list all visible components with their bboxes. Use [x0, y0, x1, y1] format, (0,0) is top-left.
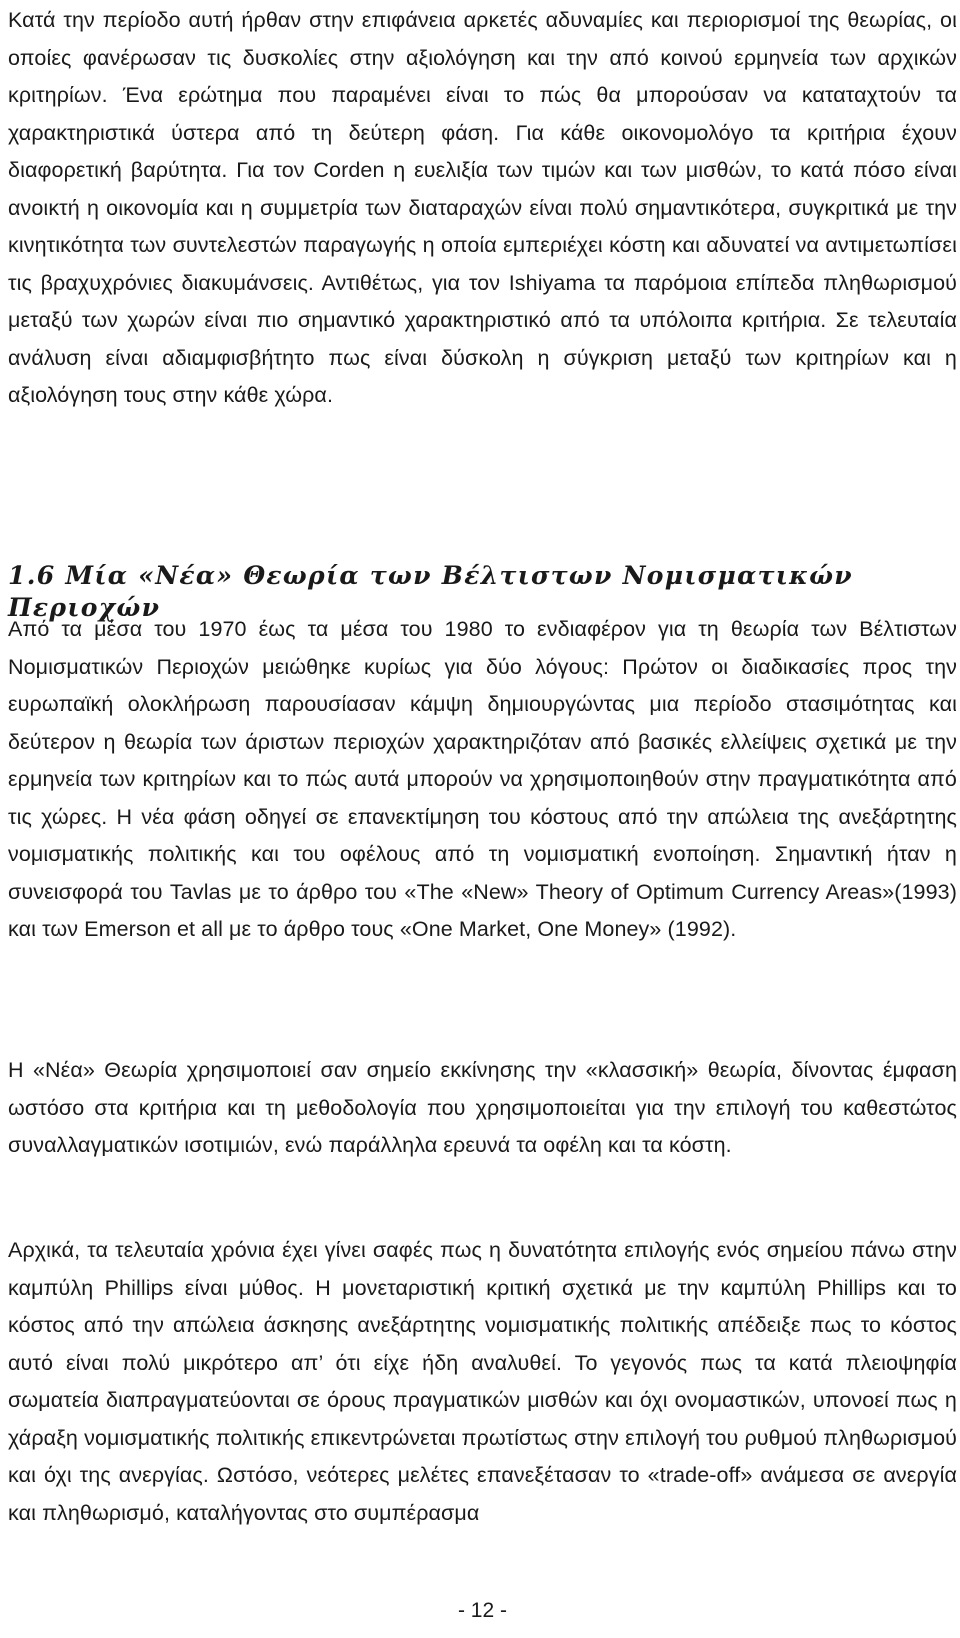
- body-paragraph: Αρχικά, τα τελευταία χρόνια έχει γίνει σαφές πως η δυνατότητα επιλογής ενός σημείου πάνω στην καμπύλη Phillips είναι μύθος. Η μονεταριστική κριτική σχετικά με την καμπύλη Phillips και το κόστος από την απώλεια άσκησης ανεξάρτητης νομισματικής πολιτικής απέδειξε πως το κόστος αυτό είναι πολύ μικρότερο απ’ ότι είχε ήδη αναλυθεί. Το γεγονός πως τα κατά πλειοψηφία σωματεία διαπραγματεύονται σε όρους πραγματικών μισθών και όχι ονομαστικών, υπονοεί πως η χάραξη νομισματικής πολιτικής επικεντρώνεται πρωτίστως στην επιλογή του ρυθμού πληθωρισμού και όχι της ανεργίας. Ωστόσο, νεότερες μελέτες επανεξέτασαν το «trade-off» ανάμεσα σε ανεργία και πληθωρισμό, καταλήγοντας στο συμπέρασμα: [8, 1238, 957, 1525]
- section-heading: 1.6 Μία «Νέα» Θεωρία των Βέλτιστων Νομισματικών Περιοχών: [8, 561, 853, 622]
- body-paragraph: Κατά την περίοδο αυτή ήρθαν στην επιφάνεια αρκετές αδυναμίες και περιορισμοί της θεωρίας, οι οποίες φανέρωσαν τις δυσκολίες στην αξιολόγηση και την από κοινού ερμηνεία των αρχικών κριτηρίων. Ένα ερώτημα που παραμένει είναι το πώς θα μπορούσαν να καταταχτούν τα χαρακτηριστικά ύστερα από τη δεύτερη φάση. Για κάθε οικονομολόγο τα κριτήρια έχουν διαφορετική βαρύτητα. Για τον Corden η ευελιξία των τιμών και των μισθών, το κατά πόσο είναι ανοικτή η οικονομία και η συμμετρία των διαταραχών είναι πολύ σημαντικότερα, συγκριτικά με την κινητικότητα των συντελεστών παραγωγής η οποία εμπεριέχει κόστη και αδυνατεί να αντιμετωπίσει τις βραχυχρόνιες διακυμάνσεις. Αντιθέτως, για τον Ishiyama τα παρόμοια επίπεδα πληθωρισμού μεταξύ των χωρών είναι πιο σημαντικό χαρακτηριστικό από τα υπόλοιπα κριτήρια. Σε τελευταία ανάλυση είναι αδιαμφισβήτητο πως είναι δύσκολη η σύγκριση μεταξύ των κριτηρίων και η αξιολόγηση τους στην κάθε χώρα.: [8, 8, 957, 407]
- body-paragraph: Από τα μέσα του 1970 έως τα μέσα του 1980 το ενδιαφέρον για τη θεωρία των Βέλτιστων Νομισματικών Περιοχών μειώθηκε κυρίως για δύο λόγους: Πρώτον οι διαδικασίες προς την ευρωπαϊκή ολοκλήρωση παρουσίασαν κάμψη δημιουργώντας μια περίοδο στασιμότητας και δεύτερον η θεωρία των άριστων περιοχών χαρακτηριζόταν από βασικές ελλείψεις σχετικά με την ερμηνεία των κριτηρίων και το πώς αυτά μπορούν να χρησιμοποιηθούν στην πραγματικότητα από τις χώρες. Η νέα φάση οδηγεί σε επανεκτίμηση του κόστους από την απώλεια της ανεξάρτητης νομισματικής πολιτικής και του οφέλους από τη νομισματική ενοποίηση. Σημαντική ήταν η συνεισφορά του Tavlas με το άρθρο του «The «New» Theory of Optimum Currency Areas»(1993) και των Emerson et all με το άρθρο τους «One Market, One Money» (1992).: [8, 617, 957, 941]
- document-page: [8, 0, 957, 1638]
- page-number: - 12 -: [457, 1599, 507, 1622]
- body-paragraph: Η «Νέα» Θεωρία χρησιμοποιεί σαν σημείο εκκίνησης την «κλασσική» θεωρία, δίνοντας έμφαση ωστόσο στα κριτήρια και τη μεθοδολογία που χρησιμοποιείται για την επιλογή του καθεστώτος συναλλαγματικών ισοτιμιών, ενώ παράλληλα ερευνά τα οφέλη και τα κόστη.: [8, 1058, 957, 1157]
